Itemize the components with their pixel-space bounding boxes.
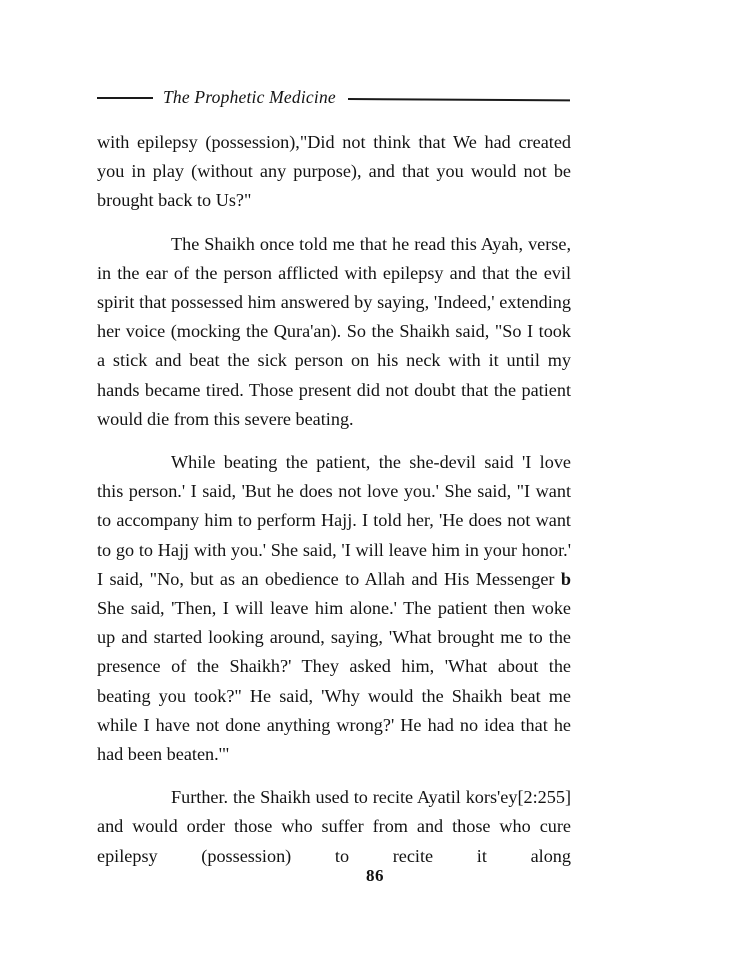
header-rule-left	[97, 97, 153, 99]
header-rule-right	[348, 98, 570, 101]
paragraph-she-devil-part2: She said, 'Then, I will leave him alone.' The patient then woke up and started looking around, saying, 'What brought me to the presence of the Shaikh?' They asked him, 'What about the beating you took?" He said, 'Why would the Shaikh beat me while I have not done anything wrong?' He had no idea that he had been beaten.'"	[97, 598, 571, 765]
paragraph-she-devil-part1: While beating the patient, the she-devil said 'I love this person.' I said, 'But he does not love you.' She said, "I want to accompany him to perform Hajj. I told her, 'He does not want to go to Hajj with you.' She said, 'I will leave him in your honor.' I said, "No, but as an obedience to Allah and His Messenger	[97, 452, 571, 589]
header-title: The Prophetic Medicine	[163, 86, 336, 107]
page-number: 86	[366, 866, 384, 885]
paragraph-ayatil-korsey: Further. the Shaikh used to recite Ayatil kors'ey[2:255] and would order those who suffer from and those who cure epilepsy (possession) to recite it along	[97, 787, 571, 866]
messenger-honorific-glyph: b	[560, 568, 571, 589]
paragraph-continuation: with epilepsy (possession),"Did not think that We had created you in play (without any purpose), and that you would not be brought back to Us?"	[97, 132, 571, 211]
body-text	[97, 128, 571, 871]
running-header	[97, 84, 570, 110]
paragraph-shaikh-ayah: The Shaikh once told me that he read this Ayah, verse, in the ear of the person afflicted with epilepsy and that the evil spirit that possessed him answered by saying, 'Indeed,' extending her voice (mocking the Qura'an). So the Shaikh said, "So I took a stick and beat the sick person on his neck with it until my hands became tired. Those present did not doubt that the patient would die from this severe beating.	[97, 233, 571, 429]
paragraph-she-devil	[97, 448, 571, 769]
